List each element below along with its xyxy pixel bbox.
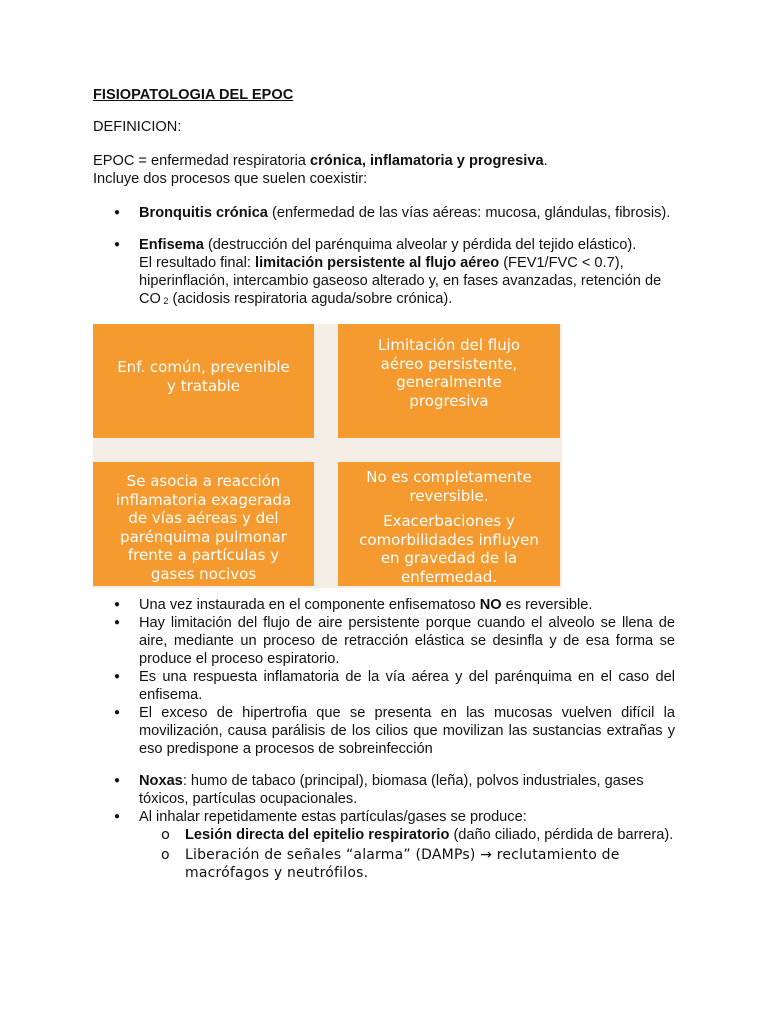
sub-item-lesion: o Lesión directa del epitelio respiratorio (daño ciliado, pérdida de barrera).: [161, 826, 674, 843]
box-reaccion-inflamatoria: Se asocia a reacción inflamatoria exagerada de vías aéreas y del parénquima pulmonar frente a partículas y gases nocivos: [93, 462, 314, 586]
circle-bullet-icon: o: [161, 847, 170, 863]
summary-graphic: [93, 324, 562, 588]
list-item-limitacion: ● Hay limitación del flujo de aire persistente porque cuando el alveolo se llena de aire, mediante un proceso de retracción elástica se desinfla y de esa forma se produce el proceso espiratorio.: [93, 614, 675, 668]
box-no-reversible: No es completamente reversible. Exacerbaciones y comorbilidades influyen en gravedad de la enfermedad.: [338, 462, 560, 586]
box-limitacion-flujo: Limitación del flujo aéreo persistente, generalmente progresiva: [338, 324, 560, 438]
noxas-list: [93, 772, 675, 882]
list-item-bronquitis: ● Bronquitis crónica (enfermedad de las vías aéreas: mucosa, glándulas, fibrosis).: [93, 204, 675, 222]
list-item-respuesta-inflamatoria: ● Es una respuesta inflamatoria de la vía aérea y del parénquima en el caso del enfisema.: [93, 668, 675, 704]
list-item-enfisema: ● Enfisema (destrucción del parénquima alveolar y pérdida del tejido elástico). El resultado final: limitación persistente al flujo aéreo (FEV1/FVC < 0.7), hiperinflación, intercambio gaseoso alterado y, en fases avanzadas, retención de CO 2 (acidosis respiratoria aguda/sobre crónica).: [93, 236, 675, 310]
sub-list: [139, 826, 675, 882]
list-item-noxas: ● Noxas: humo de tabaco (principal), biomasa (leña), polvos industriales, gases tóxicos, partículas ocupacionales.: [93, 772, 675, 808]
sub-item-liberacion: o Liberación de señales “alarma” (DAMPs) → reclutamiento de macrófagos y neutrófilos.: [161, 847, 620, 881]
list-item-no-reversible: ● Una vez instaurada en el componente enfisematoso NO es reversible.: [93, 596, 675, 614]
intro-paragraph: EPOC = enfermedad respiratoria crónica, inflamatoria y progresiva. Incluye dos procesos que suelen coexistir:: [93, 153, 548, 187]
document-title: FISIOPATOLOGIA DEL EPOC: [93, 87, 294, 103]
definicion-label: DEFINICION:: [93, 119, 182, 135]
list-item-inhalar: ● Al inhalar repetidamente estas partículas/gases se produce: o Lesión directa del epitelio respiratorio (daño ciliado, pérdida de barrera). o Liberación de señales “alarma” (DAMPs) → reclutamiento de macrófagos y neutrófilos.: [93, 808, 675, 882]
list-item-hipertrofia: ● El exceso de hipertrofia que se presenta en las mucosas vuelven difícil la movilización, causa parálisis de los cilios que movilizan las sustancias extrañas y eso predispone a procesos de sobreinfección: [93, 704, 675, 758]
explanation-list: [93, 596, 675, 758]
intro-line-2: Incluye dos procesos que suelen coexistir:: [93, 171, 368, 187]
document-page: [93, 86, 675, 882]
box-prevenible: Enf. común, prevenible y tratable: [93, 324, 314, 438]
circle-bullet-icon: o: [161, 826, 170, 843]
definition-list: [93, 204, 675, 310]
